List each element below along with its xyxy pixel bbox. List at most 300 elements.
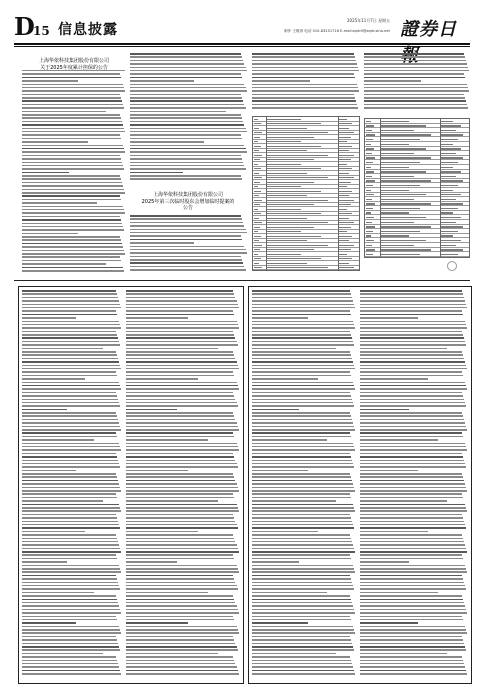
text-line <box>252 56 355 58</box>
text-line <box>130 77 242 79</box>
text-line <box>252 368 355 370</box>
table-cell <box>267 245 328 246</box>
table-cell <box>381 130 415 131</box>
text-line <box>360 327 467 329</box>
text-line <box>364 60 466 62</box>
table-cell <box>267 182 314 183</box>
text-line <box>130 111 226 113</box>
table-cell <box>366 121 371 122</box>
text-line <box>22 490 121 492</box>
text-line <box>22 212 125 214</box>
table-cell <box>254 146 261 147</box>
text-line <box>360 449 467 451</box>
text-line <box>22 321 119 323</box>
text-line <box>126 426 238 428</box>
text-line <box>22 510 121 512</box>
table-cell <box>254 236 261 237</box>
text-line <box>252 602 352 604</box>
table-cell <box>339 245 354 246</box>
text-line <box>22 168 124 170</box>
text-line <box>360 554 462 556</box>
text-line <box>130 141 204 143</box>
text-line <box>252 365 354 367</box>
text-line <box>126 636 233 638</box>
text-line <box>252 483 353 485</box>
text-line <box>360 656 462 658</box>
text-line <box>360 541 464 543</box>
text-line <box>252 636 350 638</box>
text-line <box>252 321 353 323</box>
text-line <box>126 527 238 529</box>
text-line <box>360 304 466 306</box>
table-cell <box>366 148 374 149</box>
text-line <box>126 609 238 611</box>
text-line <box>360 490 467 492</box>
text-line <box>360 473 462 475</box>
text-line <box>252 100 356 102</box>
text-line <box>126 361 237 363</box>
text-line <box>22 293 117 295</box>
text-line <box>252 541 352 543</box>
text-line <box>360 368 467 370</box>
text-line <box>360 653 447 655</box>
text-line <box>130 70 247 72</box>
text-line <box>126 595 233 597</box>
table-cell <box>366 212 371 213</box>
text-line <box>252 375 351 377</box>
table-cell <box>267 155 328 156</box>
table-cell <box>366 167 371 168</box>
table-cell <box>254 150 259 151</box>
text-line <box>130 232 247 234</box>
text-line <box>252 67 358 69</box>
text-line <box>126 660 234 662</box>
text-line <box>126 321 237 323</box>
text-line <box>360 334 463 336</box>
table-cell <box>441 153 456 154</box>
table-cell <box>441 180 463 181</box>
text-line <box>130 249 246 251</box>
text-line <box>360 504 465 506</box>
table-cell <box>339 191 353 192</box>
text-line <box>252 70 359 72</box>
text-line <box>22 527 120 529</box>
text-line <box>252 460 352 462</box>
table-cell <box>381 226 432 227</box>
text-line <box>22 223 122 225</box>
text-line <box>22 419 118 421</box>
text-line <box>22 395 117 397</box>
text-line <box>360 619 463 621</box>
text-line <box>360 592 438 594</box>
table-cell <box>267 227 314 228</box>
text-line <box>360 649 466 651</box>
text-line <box>126 673 239 675</box>
text-line <box>22 317 76 319</box>
text-line <box>252 358 352 360</box>
table-cell <box>366 203 375 204</box>
text-line <box>360 514 462 516</box>
table-cell <box>381 212 409 213</box>
text-line <box>252 297 352 299</box>
text-line <box>252 632 355 634</box>
table-cell <box>254 155 262 156</box>
text-line <box>22 639 117 641</box>
text-line <box>360 460 464 462</box>
text-line <box>22 497 117 499</box>
text-line <box>252 649 354 651</box>
text-line <box>126 351 233 353</box>
text-line <box>22 622 76 624</box>
text-line <box>364 80 421 82</box>
text-line <box>126 568 238 570</box>
text-line <box>252 317 308 319</box>
table-cell <box>339 222 354 223</box>
text-line <box>22 612 121 614</box>
text-line <box>360 317 418 319</box>
table-cell <box>366 231 373 232</box>
table-cell <box>267 209 301 210</box>
table-cell <box>381 240 426 241</box>
table-cell <box>366 171 374 172</box>
text-line <box>130 229 246 231</box>
text-line <box>364 97 465 99</box>
text-line <box>130 80 194 82</box>
table-cell <box>339 195 349 196</box>
article-headline-1 <box>22 58 126 71</box>
text-line <box>360 548 466 550</box>
resolution-table <box>252 116 360 271</box>
text-line <box>130 256 241 258</box>
text-line <box>126 500 218 502</box>
text-line <box>252 419 352 421</box>
text-line <box>252 531 318 533</box>
text-line <box>22 517 117 519</box>
table-cell <box>339 227 351 228</box>
table-cell <box>381 180 432 181</box>
text-line <box>360 636 462 638</box>
text-line <box>22 128 124 130</box>
text-line <box>130 145 244 147</box>
text-line <box>360 443 465 445</box>
text-line <box>22 595 116 597</box>
article-column-3 <box>252 53 360 113</box>
text-line <box>126 551 239 553</box>
text-line <box>360 388 467 390</box>
table-cell <box>441 231 458 232</box>
text-line <box>252 585 353 587</box>
text-line <box>22 148 124 150</box>
table-cell <box>381 231 420 232</box>
text-line <box>126 368 239 370</box>
table-row <box>253 266 359 271</box>
table-cell <box>267 119 301 120</box>
text-line <box>22 487 120 489</box>
text-line <box>126 585 237 587</box>
text-line <box>126 476 234 478</box>
text-line <box>22 114 120 116</box>
text-line <box>22 297 118 299</box>
text-line <box>22 307 121 309</box>
text-line <box>360 392 462 394</box>
text-line <box>130 128 246 130</box>
text-line <box>22 172 69 174</box>
text-line <box>126 371 233 373</box>
table-cell <box>381 222 415 223</box>
text-line <box>252 527 354 529</box>
text-line <box>360 395 463 397</box>
table-cell <box>267 132 328 133</box>
text-line <box>126 483 237 485</box>
text-line <box>22 514 116 516</box>
text-line <box>360 375 463 377</box>
table-cell <box>381 199 415 200</box>
masthead-logo: 證券日 <box>400 19 457 40</box>
text-line <box>22 538 117 540</box>
text-line <box>130 151 247 153</box>
text-line <box>22 361 119 363</box>
text-line <box>360 585 465 587</box>
text-line <box>360 507 466 509</box>
text-line <box>126 599 234 601</box>
text-line <box>252 622 308 624</box>
text-line <box>364 100 466 102</box>
text-line <box>252 453 350 455</box>
table-cell <box>339 177 354 178</box>
text-line <box>252 432 350 434</box>
table-cell <box>267 267 328 268</box>
text-line <box>22 460 118 462</box>
text-line <box>252 504 353 506</box>
text-line <box>252 551 355 553</box>
text-line <box>252 439 327 441</box>
text-line <box>360 622 418 624</box>
text-line <box>22 100 122 102</box>
text-line <box>22 77 121 79</box>
text-line <box>22 107 124 109</box>
text-line <box>126 412 233 414</box>
table-cell <box>339 236 353 237</box>
text-line <box>126 504 237 506</box>
text-line <box>126 521 235 523</box>
table-column-divider <box>266 117 267 270</box>
table-cell <box>441 157 463 158</box>
table-cell <box>254 222 262 223</box>
table-cell <box>366 144 371 145</box>
table-cell <box>267 240 308 241</box>
table-cell <box>267 168 321 169</box>
text-line <box>130 259 242 261</box>
text-line <box>22 84 123 86</box>
table-cell <box>339 168 353 169</box>
text-line <box>252 63 357 65</box>
text-line <box>360 453 462 455</box>
text-line <box>360 476 463 478</box>
table-cell <box>441 222 456 223</box>
table-cell <box>441 190 453 191</box>
text-line <box>22 371 116 373</box>
text-line <box>252 60 356 62</box>
table-cell <box>339 213 353 214</box>
text-line <box>22 616 116 618</box>
text-line <box>360 466 466 468</box>
text-line <box>22 304 120 306</box>
text-line <box>130 84 244 86</box>
text-line <box>22 453 116 455</box>
text-line <box>126 331 233 333</box>
table-cell <box>441 212 453 213</box>
text-line <box>252 554 350 556</box>
text-line <box>360 527 466 529</box>
table-cell <box>254 195 259 196</box>
text-line <box>126 365 238 367</box>
text-line <box>130 246 244 248</box>
table-cell <box>381 125 426 126</box>
text-line <box>252 392 350 394</box>
page-letter: D <box>14 12 35 41</box>
table-cell <box>441 148 461 149</box>
table-cell <box>267 141 301 142</box>
table-cell <box>441 217 461 218</box>
table-cell <box>366 125 374 126</box>
table-cell <box>366 180 375 181</box>
text-line <box>22 649 120 651</box>
text-line <box>22 656 116 658</box>
text-line <box>22 643 118 645</box>
text-line <box>22 162 122 164</box>
table-cell <box>366 185 373 186</box>
text-line <box>252 73 354 75</box>
text-line <box>252 619 351 621</box>
text-line <box>22 195 120 197</box>
text-line <box>126 395 234 397</box>
text-line <box>360 385 466 387</box>
text-line <box>360 487 466 489</box>
table-cell <box>254 128 259 129</box>
text-line <box>126 293 234 295</box>
text-line <box>22 216 120 218</box>
text-line <box>130 175 241 177</box>
text-line <box>252 565 353 567</box>
text-line <box>252 348 336 350</box>
text-line <box>360 439 438 441</box>
candidate-table <box>364 118 470 258</box>
text-line <box>22 189 124 191</box>
table-cell <box>366 176 372 177</box>
text-line <box>22 209 124 211</box>
text-line <box>126 649 238 651</box>
text-line <box>22 385 120 387</box>
text-line <box>126 354 234 356</box>
text-line <box>360 524 465 526</box>
text-line <box>364 70 469 72</box>
text-line <box>130 262 243 264</box>
table-cell <box>267 236 321 237</box>
text-line <box>252 371 350 373</box>
text-line <box>360 382 465 384</box>
text-line <box>126 375 234 377</box>
text-line <box>22 436 117 438</box>
text-line <box>130 158 242 160</box>
headline-line: 关于2025年度累计担保的公告 <box>40 64 108 71</box>
text-line <box>252 507 354 509</box>
table-cell <box>267 213 321 214</box>
table-cell <box>441 254 458 255</box>
text-line <box>126 449 239 451</box>
table-cell <box>366 217 374 218</box>
text-line <box>364 94 464 96</box>
text-line <box>126 497 234 499</box>
table-cell <box>441 226 463 227</box>
text-line <box>126 507 238 509</box>
table-cell <box>441 176 456 177</box>
table-cell <box>254 191 261 192</box>
table-cell <box>254 209 258 210</box>
text-line <box>360 666 465 668</box>
text-line <box>130 215 241 217</box>
text-line <box>126 670 238 672</box>
text-line <box>252 510 355 512</box>
text-line <box>252 429 355 431</box>
text-line <box>22 310 116 312</box>
text-line <box>360 632 467 634</box>
text-line <box>360 578 463 580</box>
text-line <box>22 378 85 380</box>
text-line <box>252 341 353 343</box>
table-cell <box>339 123 353 124</box>
text-line <box>126 466 238 468</box>
text-line <box>360 351 462 353</box>
text-line <box>252 643 352 645</box>
text-line <box>22 561 67 563</box>
table-cell <box>254 240 259 241</box>
text-line <box>130 131 247 133</box>
text-line <box>22 206 123 208</box>
text-line <box>126 541 235 543</box>
text-line <box>252 466 354 468</box>
text-line <box>360 599 463 601</box>
table-cell <box>254 204 260 205</box>
text-line <box>252 314 351 316</box>
text-line <box>252 561 299 563</box>
table-cell <box>339 155 354 156</box>
text-line <box>126 663 235 665</box>
text-line <box>22 632 121 634</box>
table-cell <box>366 222 372 223</box>
table-cell <box>339 119 347 120</box>
text-line <box>22 104 123 106</box>
text-line <box>364 107 468 109</box>
text-line <box>22 256 120 258</box>
table-cell <box>366 157 375 158</box>
header-rule-thin <box>14 46 470 47</box>
text-line <box>360 314 463 316</box>
text-line <box>22 348 103 350</box>
text-line <box>126 314 234 316</box>
text-line <box>22 405 120 407</box>
text-line <box>360 670 466 672</box>
text-line <box>252 616 350 618</box>
text-line <box>360 419 464 421</box>
text-line <box>126 639 234 641</box>
table-cell <box>381 203 432 204</box>
text-line <box>126 548 238 550</box>
text-line <box>22 426 120 428</box>
text-line <box>360 673 467 675</box>
text-line <box>360 629 466 631</box>
table-cell <box>366 134 375 135</box>
text-line <box>360 500 447 502</box>
